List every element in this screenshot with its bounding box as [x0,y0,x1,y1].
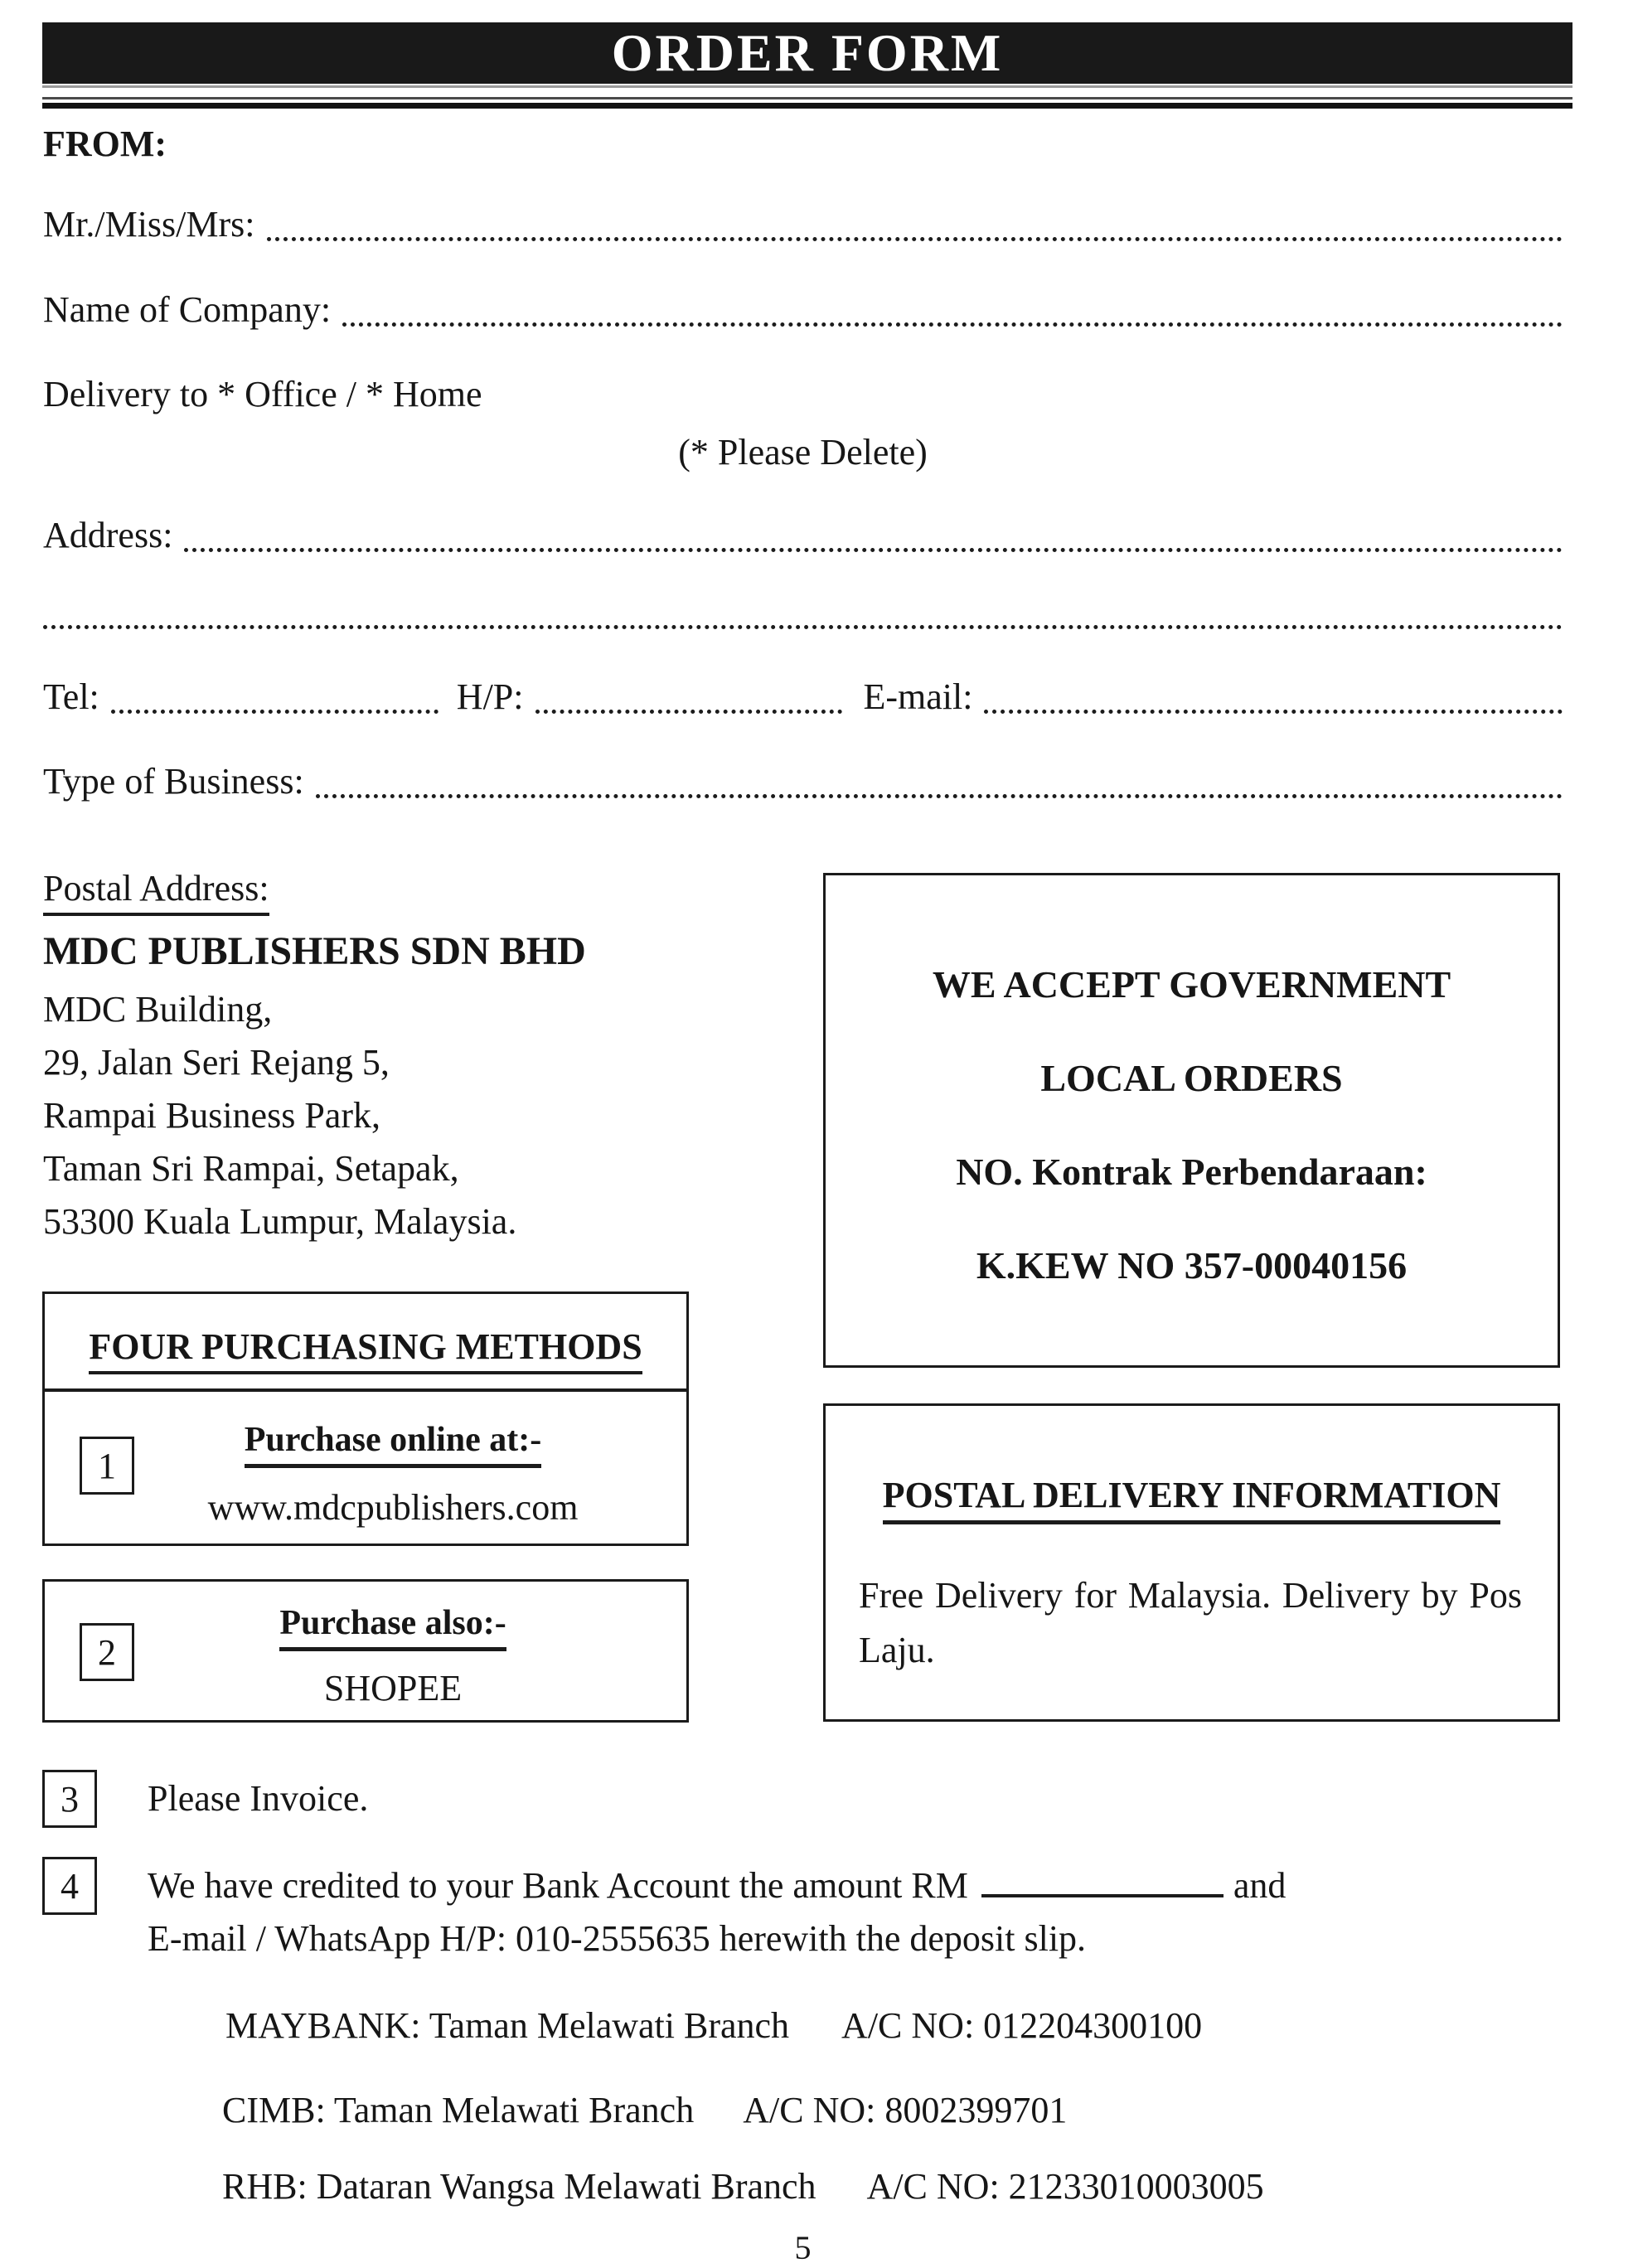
method-2-title [136,1603,650,1643]
email-fill-line [984,703,1563,714]
cimb-branch: CIMB: Taman Melawati Branch [222,2090,695,2130]
page-number: 5 [794,2229,812,2266]
page-title: ORDER FORM [611,23,1004,82]
name-fill-line [267,230,1563,241]
method-2-number-box [80,1623,134,1681]
bank-row-cimb [222,2089,1067,2131]
contact-field-row [43,676,1563,718]
method-3-number-box [42,1770,97,1828]
double-rule-thick-line [42,103,1572,109]
bank-credit-text-before-blank: We have credited to your Bank Account the amount RM [148,1865,968,1906]
method-1-title-text: Purchase online at:- [245,1421,542,1468]
cimb-account: A/C NO: 8002399701 [743,2090,1068,2130]
postal-delivery-body: Free Delivery for Malaysia. Delivery by Pos Laju. [859,1575,1522,1670]
business-field-label: Type of Business: [43,761,304,802]
title-bar-shadow-line [42,85,1572,88]
method-2-number: 2 [98,1631,116,1673]
method-2-title-text: Purchase also:- [279,1604,506,1651]
postal-address-heading [43,867,269,909]
postal-line-5: 53300 Kuala Lumpur, Malaysia. [43,1201,517,1242]
postal-line-2: 29, Jalan Seri Rejang 5, [43,1042,390,1083]
maybank-account: A/C NO: 012204300100 [841,2005,1203,2046]
method-1-number: 1 [98,1445,116,1486]
please-invoice-text: Please Invoice. [148,1778,369,1819]
government-box-line-4: K.KEW NO 357-00040156 [976,1244,1408,1287]
company-field-row [43,289,1563,331]
postal-delivery-heading [826,1474,1558,1516]
bank-row-maybank [225,2004,1202,2047]
methods-box-divider [45,1388,686,1392]
rhb-account: A/C NO: 21233010003005 [866,2166,1264,2207]
postal-delivery-box [823,1403,1560,1722]
email-field-label: E-mail: [863,676,973,717]
postal-line-1: MDC Building, [43,989,273,1030]
method-1-title [136,1420,650,1460]
government-box-line-3: NO. Kontrak Perbendaraan: [956,1151,1427,1193]
rhb-branch: RHB: Dataran Wangsa Melawati Branch [222,2166,816,2207]
from-heading: FROM: [43,124,167,164]
address-fill-line-1 [184,541,1563,552]
address-fill-line-2 [43,618,1563,629]
purchasing-methods-heading [45,1325,686,1368]
name-field-row [43,204,1563,245]
name-field-label: Mr./Miss/Mrs: [43,204,255,245]
method-2-value: SHOPEE [323,1668,463,1708]
bank-credit-text-after-blank: and [1233,1865,1287,1906]
purchasing-methods-box [42,1292,689,1546]
double-rule-thin-line [42,97,1572,99]
address-field-row [43,515,1563,556]
postal-line-3: Rampai Business Park, [43,1095,380,1136]
postal-company-name: MDC PUBLISHERS SDN BHD [43,929,586,973]
please-delete-note: (* Please Delete) [678,432,928,472]
postal-line-4: Taman Sri Rampai, Setapak, [43,1148,459,1189]
government-box-line-1: WE ACCEPT GOVERNMENT [932,963,1451,1006]
government-orders-box [823,873,1560,1368]
purchase-also-box [42,1579,689,1723]
hp-fill-line [535,703,842,714]
tel-field-label: Tel: [43,676,99,717]
government-box-line-2: LOCAL ORDERS [1040,1057,1343,1099]
purchasing-methods-heading-text: FOUR PURCHASING METHODS [89,1326,642,1374]
maybank-branch: MAYBANK: Taman Melawati Branch [225,2005,790,2046]
method-4-number-box [42,1857,97,1915]
method-3-number: 3 [61,1778,79,1820]
postal-address-heading-text: Postal Address: [43,868,269,916]
company-field-label: Name of Company: [43,289,332,330]
amount-blank-line [981,1866,1224,1897]
company-fill-line [342,316,1563,327]
hp-field-label: H/P: [456,676,524,717]
bank-credit-line-1 [148,1864,1286,1907]
bank-row-rhb [222,2165,1264,2207]
business-field-row [43,761,1563,802]
method-1-number-box [80,1437,134,1495]
bank-credit-line-2: E-mail / WhatsApp H/P: 010-2555635 herewith the deposit slip. [148,1918,1087,1959]
tel-fill-line [111,703,439,714]
postal-delivery-heading-text: POSTAL DELIVERY INFORMATION [883,1475,1501,1524]
business-fill-line [316,788,1563,798]
method-4-number: 4 [61,1865,79,1907]
delivery-option-label: Delivery to * Office / * Home [43,374,482,414]
address-field-row-2 [43,595,1563,633]
method-1-value: www.mdcpublishers.com [207,1487,579,1528]
title-bar [42,22,1572,84]
address-field-label: Address: [43,515,173,555]
